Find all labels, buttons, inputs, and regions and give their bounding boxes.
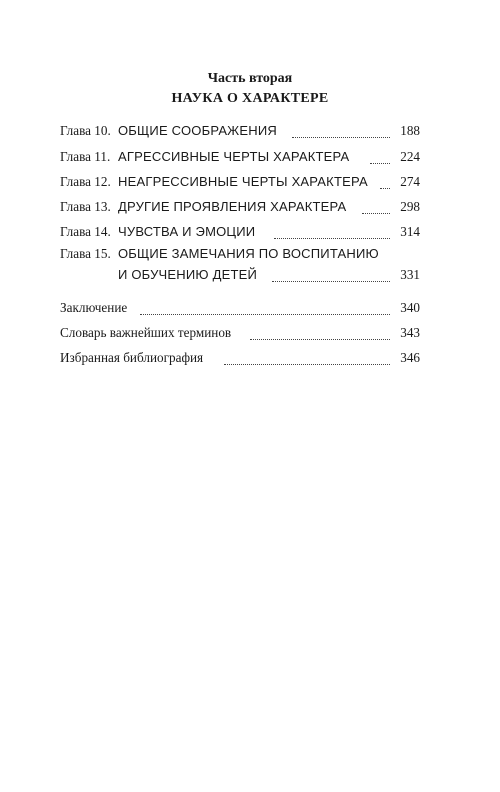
- dot-leader: [224, 352, 390, 365]
- chapter-title: ДРУГИЕ ПРОЯВЛЕНИЯ ХАРАКТЕРА: [118, 199, 347, 214]
- chapter-number: Глава 10.: [60, 123, 111, 138]
- page-number: 343: [400, 325, 420, 340]
- dot-leader: [370, 151, 390, 164]
- entry-title: Заключение: [60, 300, 128, 315]
- chapter-title: ЧУВСТВА И ЭМОЦИИ: [118, 224, 256, 239]
- chapter-number: Глава 15.: [60, 246, 111, 261]
- page-number: 331: [400, 267, 420, 282]
- chapter-title-line-2: И ОБУЧЕНИЮ ДЕТЕЙ: [118, 267, 258, 282]
- page-number: 314: [400, 224, 420, 239]
- page-number: 188: [400, 123, 420, 138]
- dot-leader: [140, 302, 390, 315]
- page-number: 346: [400, 350, 420, 365]
- chapter-number: Глава 12.: [60, 174, 111, 189]
- chapter-number: Глава 13.: [60, 199, 111, 214]
- chapter-title: НЕАГРЕССИВНЫЕ ЧЕРТЫ ХАРАКТЕРА: [118, 174, 368, 189]
- chapter-number: Глава 11.: [60, 149, 111, 164]
- chapter-title: АГРЕССИВНЫЕ ЧЕРТЫ ХАРАКТЕРА: [118, 149, 350, 164]
- chapter-number: Глава 14.: [60, 224, 111, 239]
- entry-title: Избранная библиография: [60, 350, 204, 365]
- page-number: 340: [400, 300, 420, 315]
- dot-leader: [272, 269, 390, 282]
- part-label: Часть вторая: [207, 71, 293, 86]
- part-title: НАУКА О ХАРАКТЕРЕ: [171, 91, 329, 106]
- chapter-title-line-1: ОБЩИЕ ЗАМЕЧАНИЯ ПО ВОСПИТАНИЮ: [118, 246, 379, 261]
- dot-leader: [250, 327, 390, 340]
- dot-leader: [274, 226, 390, 239]
- page-number: 224: [400, 149, 420, 164]
- toc-entry-chapter-15: [60, 244, 420, 286]
- page-number: 298: [400, 199, 420, 214]
- dot-leader: [380, 176, 390, 189]
- page-number: 274: [400, 174, 420, 189]
- dot-leader: [362, 201, 390, 214]
- entry-title: Словарь важнейших терминов: [60, 325, 232, 340]
- chapter-title: ОБЩИЕ СООБРАЖЕНИЯ: [118, 123, 277, 138]
- dot-leader: [292, 125, 390, 138]
